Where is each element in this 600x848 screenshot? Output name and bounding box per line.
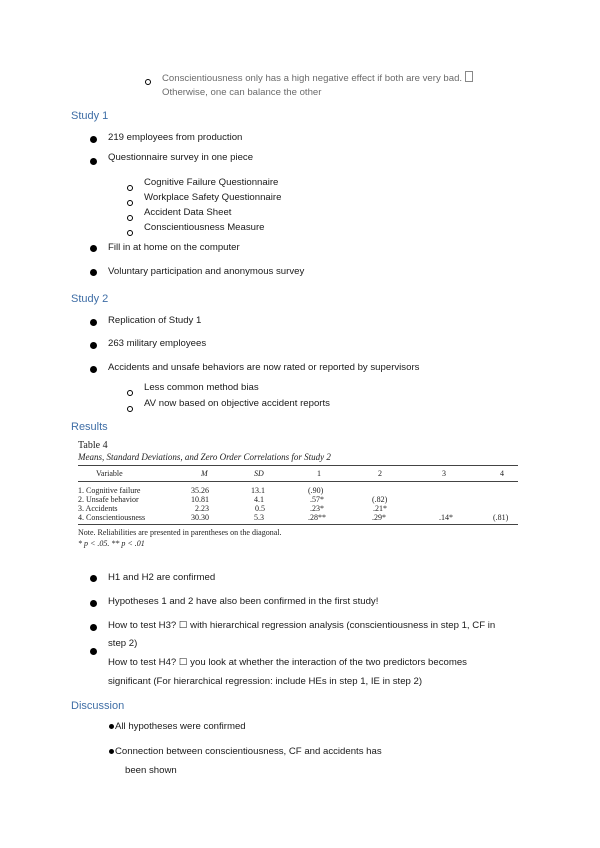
table-cell: 35.26 [191, 486, 209, 495]
sub-list-item: Cognitive Failure Questionnaire [144, 177, 279, 188]
table-cell: .29* [372, 513, 386, 522]
bullet-marker [90, 575, 97, 582]
sub-bullet-marker [127, 390, 133, 396]
list-item: Fill in at home on the computer [108, 242, 240, 253]
sub-list-item: Workplace Safety Questionnaire [144, 192, 282, 203]
table-cell: .21* [373, 504, 387, 513]
sub-bullet-marker [127, 200, 133, 206]
list-item: How to test H4? ☐ you look at whether the interaction of the two predictors becomes [108, 657, 467, 668]
list-item: Connection between conscientiousness, CF and accidents has [115, 746, 382, 757]
table-header-sd: SD [254, 469, 264, 478]
bullet-marker [90, 245, 97, 252]
sub-list-item: Conscientiousness Measure [144, 222, 265, 233]
list-item: Voluntary participation and anonymous survey [108, 266, 305, 277]
table-cell: 3. Accidents [78, 504, 118, 513]
bullet-marker [90, 158, 97, 165]
list-item: Replication of Study 1 [108, 315, 202, 326]
bullet-marker [90, 600, 97, 607]
list-item-continuation: been shown [125, 765, 177, 776]
table-cell: 0.5 [255, 504, 265, 513]
section-heading-study1: Study 1 [71, 110, 109, 122]
sub-bullet-marker [127, 406, 133, 412]
section-heading-results: Results [71, 421, 108, 433]
list-item: All hypotheses were confirmed [115, 721, 246, 732]
list-item: 219 employees from production [108, 132, 243, 143]
table-title: Table 4 [78, 440, 108, 451]
list-item: Questionnaire survey in one piece [108, 152, 254, 163]
bullet-marker [90, 269, 97, 276]
table-header-1: 1 [317, 469, 321, 478]
bullet-marker [90, 136, 97, 143]
list-item: Accidents and unsafe behaviors are now rated or reported by supervisors [108, 362, 420, 373]
sub-list-item: Accident Data Sheet [144, 207, 232, 218]
table-cell: .14* [439, 513, 453, 522]
table-cell: (.82) [372, 495, 388, 504]
intro-note-line1: Conscientiousness only has a high negative effect if both are very bad. [162, 71, 473, 86]
list-item-continuation: significant (For hierarchical regression: include HEs in step 1, IE in step 2) [108, 676, 423, 687]
table-cell: 2.23 [195, 504, 209, 513]
table-cell: 13.1 [251, 486, 265, 495]
table-cell: 4. Conscientiousness [78, 513, 146, 522]
table-header-m: M [201, 469, 208, 478]
table-cell: 2. Unsafe behavior [78, 495, 139, 504]
bullet-marker [90, 648, 97, 655]
bullet-marker [90, 624, 97, 631]
bullet-marker [90, 342, 97, 349]
list-item-continuation: step 2) [108, 638, 138, 649]
section-heading-study2: Study 2 [71, 293, 109, 305]
bullet-marker [109, 724, 114, 729]
table-header-3: 3 [442, 469, 446, 478]
table-header-variable: Variable [96, 469, 123, 478]
table-note: Note. Reliabilities are presented in parentheses on the diagonal. [78, 528, 282, 537]
bullet-marker [109, 749, 114, 754]
table-cell: 5.3 [254, 513, 264, 522]
table-cell: (.90) [308, 486, 324, 495]
table-header-rule [78, 481, 518, 482]
table-cell: .23* [310, 504, 324, 513]
list-item: Hypotheses 1 and 2 have also been confirmed in the first study! [108, 596, 379, 607]
correlation-table [78, 440, 518, 555]
section-heading-discussion: Discussion [71, 700, 125, 712]
sub-bullet-marker [127, 215, 133, 221]
list-item: H1 and H2 are confirmed [108, 572, 216, 583]
bullet-marker [90, 366, 97, 373]
sub-list-item: Less common method bias [144, 382, 259, 393]
sub-bullet-marker [127, 230, 133, 236]
table-cell: (.81) [493, 513, 509, 522]
table-cell: 4.1 [254, 495, 264, 504]
sub-list-item: AV now based on objective accident reports [144, 398, 330, 409]
table-cell: 30.30 [191, 513, 209, 522]
table-cell: 10.81 [191, 495, 209, 504]
table-header-2: 2 [378, 469, 382, 478]
bullet-marker [90, 319, 97, 326]
sub-bullet-marker [127, 185, 133, 191]
intro-note-line2: Otherwise, one can balance the other [162, 87, 322, 98]
table-header-4: 4 [500, 469, 504, 478]
table-cell: .28** [308, 513, 326, 522]
sub-bullet-marker [145, 79, 151, 85]
table-top-rule [78, 465, 518, 466]
list-item: How to test H3? ☐ with hierarchical regression analysis (conscientiousness in step 1, CF in [108, 620, 496, 631]
list-item: 263 military employees [108, 338, 207, 349]
table-bottom-rule [78, 524, 518, 525]
table-significance: * p < .05. ** p < .01 [78, 539, 145, 548]
table-cell: 1. Cognitive failure [78, 486, 141, 495]
table-subtitle: Means, Standard Deviations, and Zero Order Correlations for Study 2 [78, 452, 331, 462]
table-cell: .57* [310, 495, 324, 504]
